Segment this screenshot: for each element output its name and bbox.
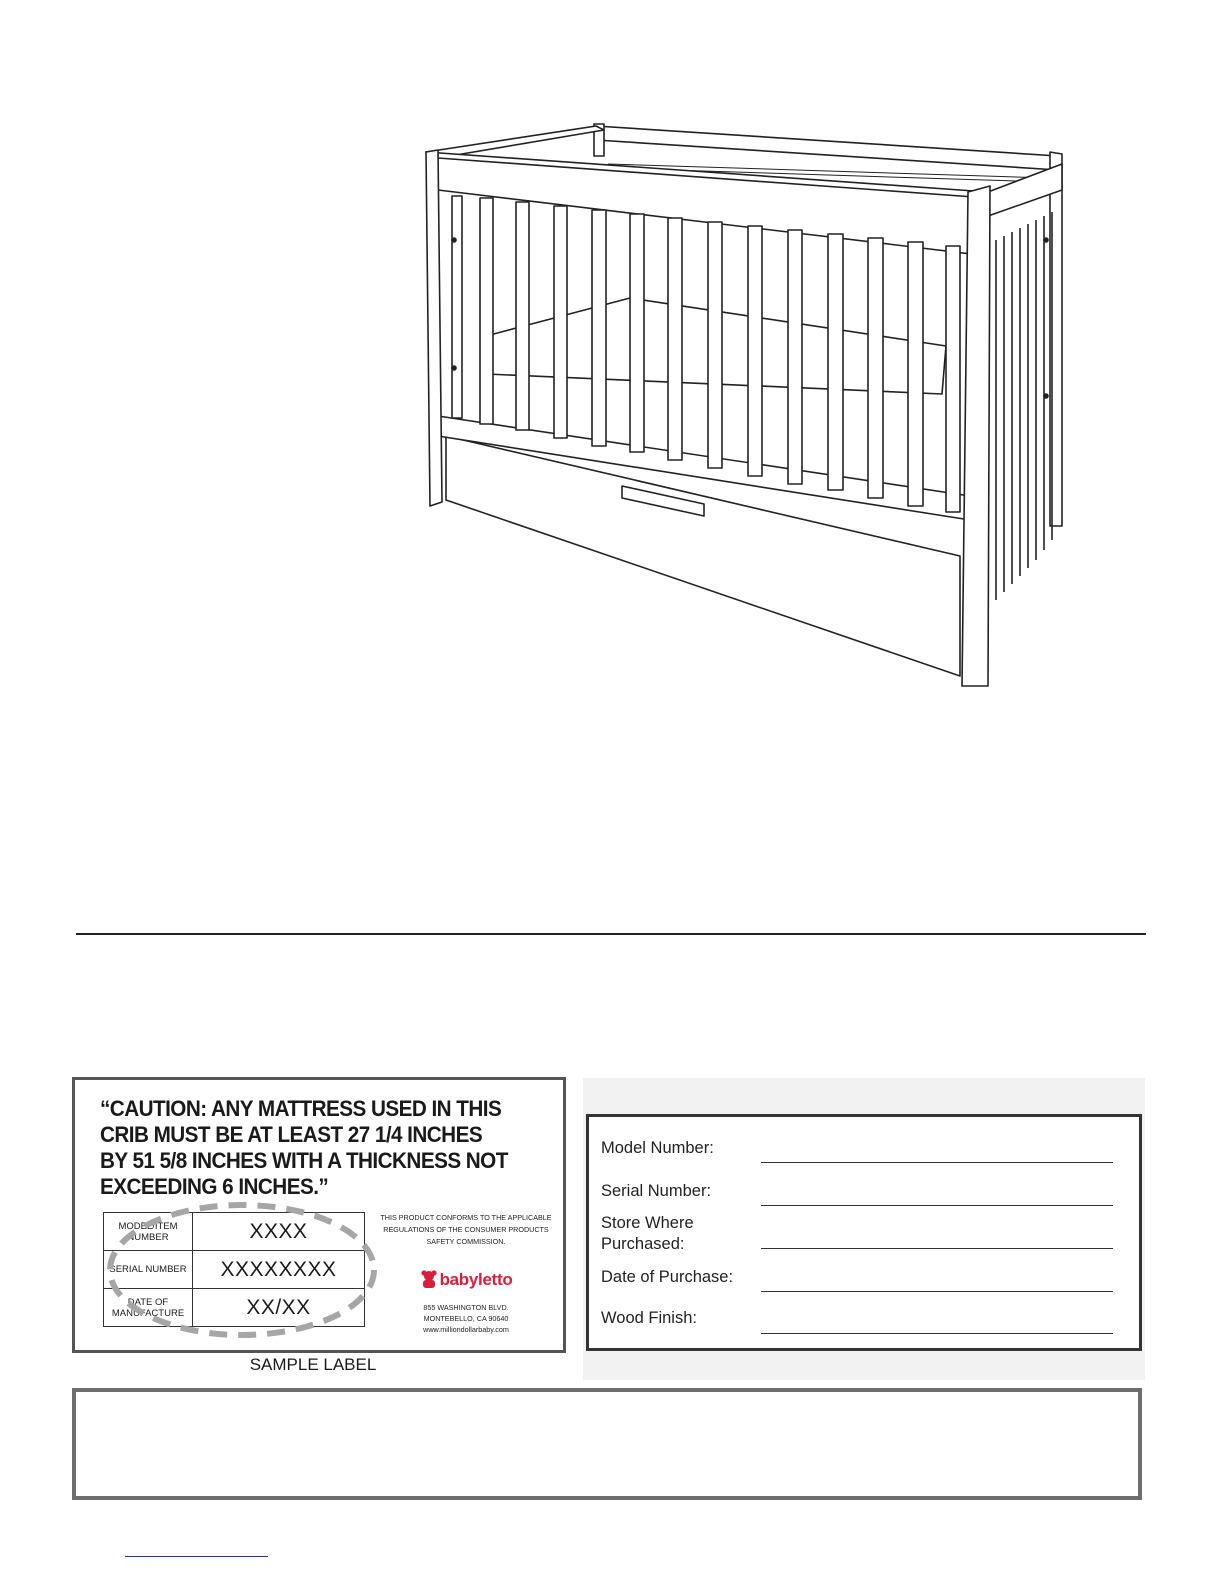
label-key: DATE OF MANUFACTURE <box>104 1289 193 1327</box>
serial-number-label: Serial Number: <box>601 1182 712 1200</box>
label-value: XXXXXXXX <box>193 1251 365 1289</box>
table-row <box>104 1213 365 1251</box>
purchase-record-form <box>586 1114 1142 1351</box>
table-row <box>104 1251 365 1289</box>
date-of-purchase-label: Date of Purchase: <box>601 1268 734 1286</box>
brand-name: babyletto <box>439 1270 513 1289</box>
label-info-table <box>103 1212 365 1327</box>
date-of-purchase-field[interactable] <box>761 1291 1113 1292</box>
bear-icon <box>420 1270 438 1290</box>
wood-finish-field[interactable] <box>761 1333 1113 1334</box>
table-row <box>104 1289 365 1327</box>
brand-logo <box>405 1269 527 1291</box>
manufacturer-address <box>380 1302 552 1335</box>
label-key: MODEL/ITEM NUMBER <box>104 1213 193 1251</box>
store-field[interactable] <box>761 1248 1113 1249</box>
address-line: MONTEBELLO, CA 90640 <box>423 1314 509 1323</box>
crib-illustration <box>398 80 1110 714</box>
website: www.milliondollarbaby.com <box>423 1325 509 1334</box>
model-number-label: Model Number: <box>601 1139 714 1157</box>
serial-number-field[interactable] <box>761 1205 1113 1206</box>
link-underline <box>125 1556 268 1557</box>
wood-finish-label: Wood Finish: <box>601 1309 697 1327</box>
sample-label-caption: SAMPLE LABEL <box>249 1355 377 1374</box>
address-line: 855 WASHINGTON BLVD. <box>423 1303 509 1312</box>
label-value: XXXX <box>193 1213 365 1251</box>
caution-text: “CAUTION: ANY MATTRESS USED IN THIS CRIB MUST BE AT LEAST 27 1/4 INCHES BY 51 5/8 INCHES WITH A THICKNESS NOT EXCEEDING 6 INCHES.” <box>100 1096 508 1199</box>
store-label: Store Where Purchased: <box>601 1214 694 1253</box>
notice-box <box>72 1388 1142 1500</box>
sample-label <box>72 1077 566 1353</box>
section-divider <box>76 933 1146 935</box>
conformity-statement: THIS PRODUCT CONFORMS TO THE APPLICABLE REGULATIONS OF THE CONSUMER PRODUCTS SAFETY COMMISSION. <box>380 1213 552 1246</box>
label-value: XX/XX <box>193 1289 365 1327</box>
label-key: SERIAL NUMBER <box>104 1251 193 1289</box>
model-number-field[interactable] <box>761 1162 1113 1163</box>
